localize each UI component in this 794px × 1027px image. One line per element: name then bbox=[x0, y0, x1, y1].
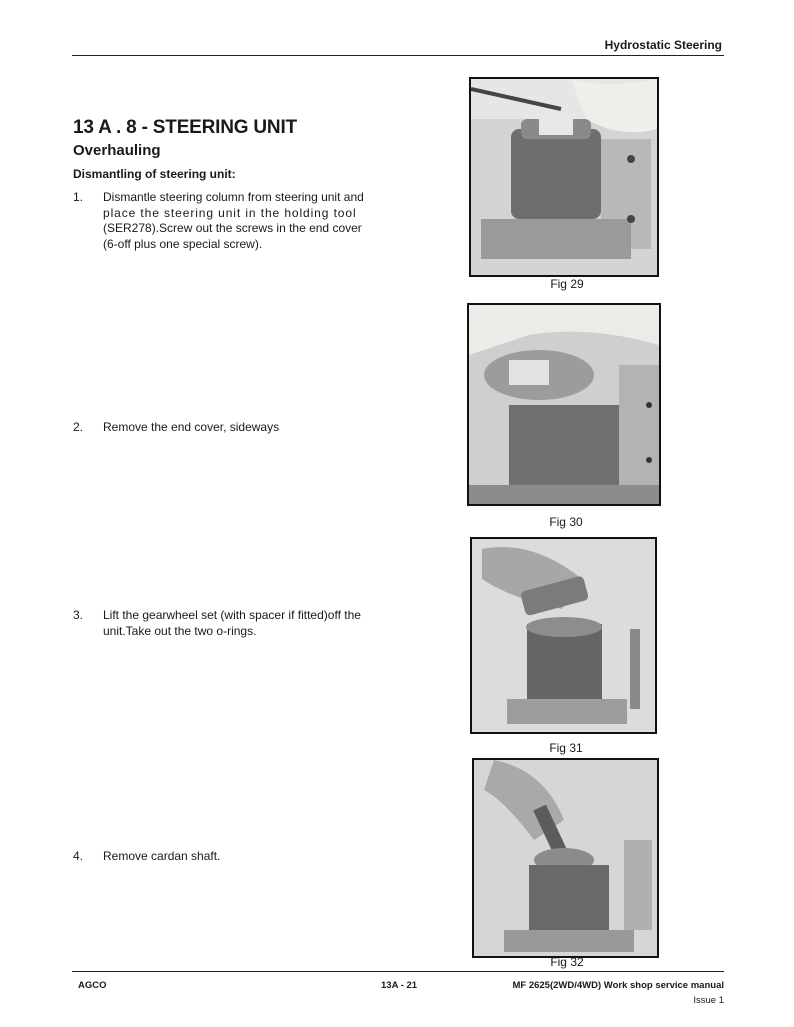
step-line: (6-off plus one special screw). bbox=[103, 236, 263, 251]
step-3 bbox=[73, 608, 393, 642]
step-line: (SER278).Screw out the screws in the end cover bbox=[103, 221, 362, 235]
step-number: 1. bbox=[73, 190, 84, 204]
figure-30-photo bbox=[467, 303, 661, 506]
step-number: 3. bbox=[73, 608, 84, 622]
section-title: 13 A . 8 - STEERING UNIT bbox=[73, 117, 297, 138]
section-subtitle: Overhauling bbox=[73, 142, 161, 159]
figure-29-caption: Fig 29 bbox=[550, 277, 584, 291]
footer-page-number: 13A - 21 bbox=[381, 980, 418, 991]
step-1 bbox=[73, 190, 393, 260]
step-line: Lift the gearwheel set (with spacer if fitted)off the bbox=[103, 608, 361, 622]
figure-31-caption: Fig 31 bbox=[549, 741, 583, 755]
step-number: 4. bbox=[73, 849, 84, 863]
step-text bbox=[103, 608, 381, 639]
step-text bbox=[103, 420, 381, 436]
figure-32-caption: Fig 32 bbox=[550, 955, 584, 969]
step-2 bbox=[73, 420, 393, 438]
step-text bbox=[103, 190, 381, 252]
procedure-heading: Dismantling of steering unit: bbox=[73, 167, 236, 181]
step-line: Remove the end cover, sideways bbox=[103, 420, 280, 434]
figure-29-photo bbox=[469, 77, 659, 277]
figure-30-caption: Fig 30 bbox=[549, 515, 583, 529]
footer-manual-title: MF 2625(2WD/4WD) Work shop service manual bbox=[512, 980, 724, 991]
running-header: Hydrostatic Steering bbox=[604, 38, 722, 52]
step-line: place the steering unit in the holding tool bbox=[103, 205, 357, 220]
figure-32-photo bbox=[472, 758, 659, 958]
step-line: unit.Take out the two o-rings. bbox=[103, 623, 257, 638]
footer-publisher: AGCO bbox=[78, 980, 107, 991]
step-line: Remove cardan shaft. bbox=[103, 849, 221, 863]
step-text bbox=[103, 849, 381, 865]
step-number: 2. bbox=[73, 420, 84, 434]
figure-31-photo bbox=[470, 537, 657, 734]
step-4 bbox=[73, 849, 393, 867]
footer-issue: Issue 1 bbox=[693, 995, 724, 1006]
header-rule bbox=[72, 55, 724, 56]
footer-rule bbox=[72, 971, 724, 972]
step-line: Dismantle steering column from steering unit and bbox=[103, 190, 364, 204]
